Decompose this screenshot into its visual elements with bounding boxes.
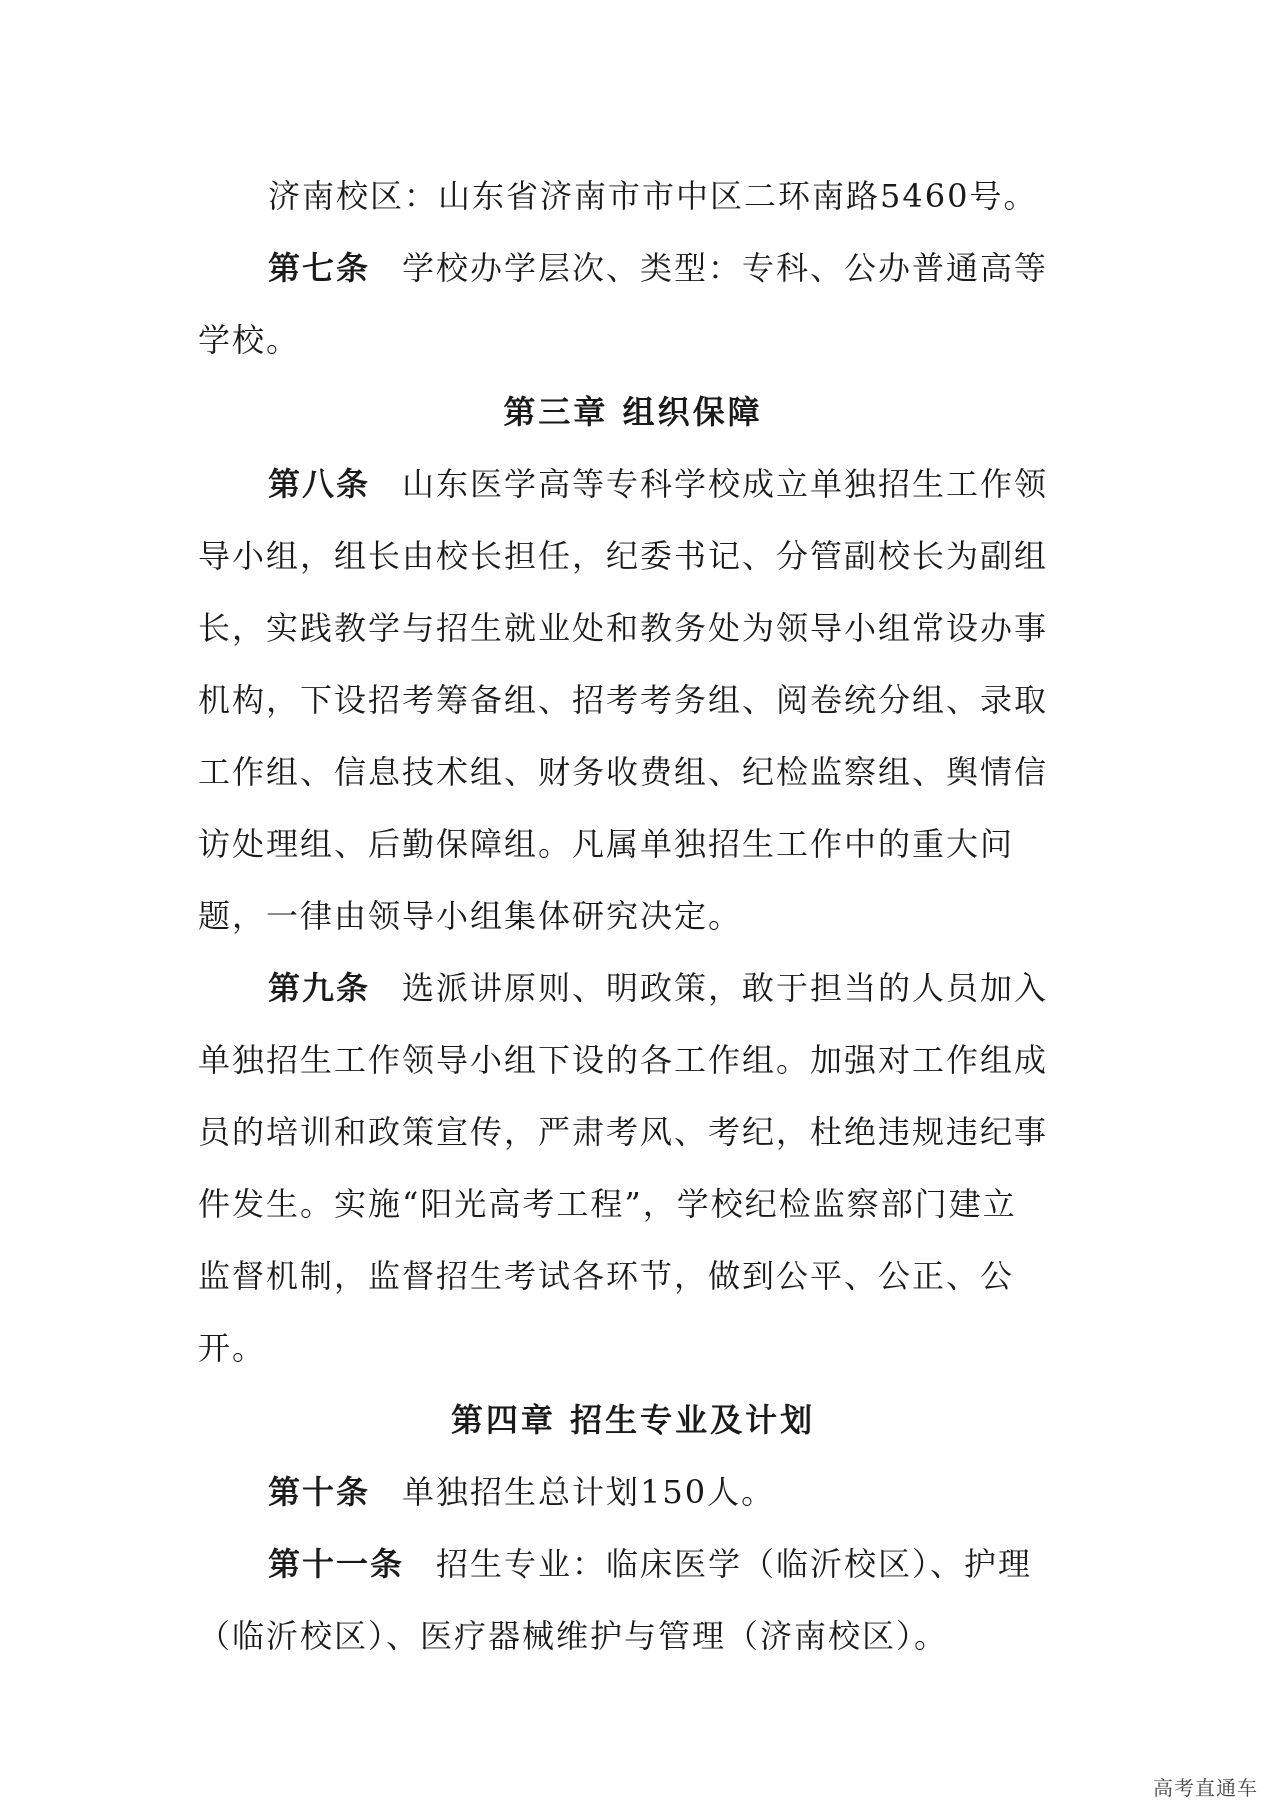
article-10-label: 第十条 — [268, 1473, 371, 1511]
article-8-line-1 — [198, 448, 1068, 520]
article-8-line-2: 导小组，组长由校长担任，纪委书记、分管副校长为副组 — [198, 537, 1049, 575]
article-9-line-1 — [198, 952, 1068, 1024]
article-11-label: 第十一条 — [268, 1545, 405, 1583]
document-page — [198, 160, 1068, 1672]
article-8-line-7: 题，一律由领导小组集体研究决定。 — [198, 897, 743, 935]
article-11-line-2: （临沂校区）、医疗器械维护与管理（济南校区）。 — [198, 1617, 949, 1655]
watermark-logo-text: 高考直通车 — [1153, 1776, 1258, 1800]
article-7-line-2: 学校。 — [198, 321, 301, 359]
article-8-line-6: 访处理组、后勤保障组。凡属单独招生工作中的重大问 — [198, 825, 1015, 863]
article-7-line-1 — [198, 232, 1068, 304]
article-8-text: 山东医学高等专科学校成立单独招生工作领 — [402, 465, 1049, 503]
article-9-line-5: 监督机制，监督招生考试各环节，做到公平、公正、公 — [198, 1257, 1015, 1295]
article-10-line-1 — [198, 1456, 1068, 1528]
article-9-text: 选派讲原则、明政策，敢于担当的人员加入 — [402, 969, 1049, 1007]
article-8-line-3: 长，实践教学与招生就业处和教务处为领导小组常设办事 — [198, 609, 1049, 647]
article-8-label: 第八条 — [268, 465, 371, 503]
campus-address-line: 济南校区：山东省济南市市中区二环南路5460号。 — [268, 177, 1038, 215]
article-9-line-3: 员的培训和政策宣传，严肃考风、考纪，杜绝违规违纪事 — [198, 1113, 1049, 1151]
article-8-line-5: 工作组、信息技术组、财务收费组、纪检监察组、舆情信 — [198, 753, 1049, 791]
article-7-text: 学校办学层次、类型：专科、公办普通高等 — [402, 249, 1049, 287]
article-9-line-4: 件发生。实施“阳光高考工程”，学校纪检监察部门建立 — [198, 1185, 1017, 1223]
article-8-line-4: 机构，下设招考筹备组、招考考务组、阅卷统分组、录取 — [198, 681, 1049, 719]
article-10-text: 单独招生总计划150人。 — [402, 1473, 776, 1511]
article-9-line-6: 开。 — [198, 1329, 267, 1367]
article-9-label: 第九条 — [268, 969, 371, 1007]
article-11-line-1 — [198, 1528, 1068, 1600]
chapter-4-heading: 第四章 招生专业及计划 — [450, 1401, 816, 1439]
article-7-label: 第七条 — [268, 249, 371, 287]
chapter-3-heading: 第三章 组织保障 — [503, 393, 763, 431]
article-9-line-2: 单独招生工作领导小组下设的各工作组。加强对工作组成 — [198, 1041, 1049, 1079]
article-11-text: 招生专业：临床医学（临沂校区）、护理 — [436, 1545, 1033, 1583]
